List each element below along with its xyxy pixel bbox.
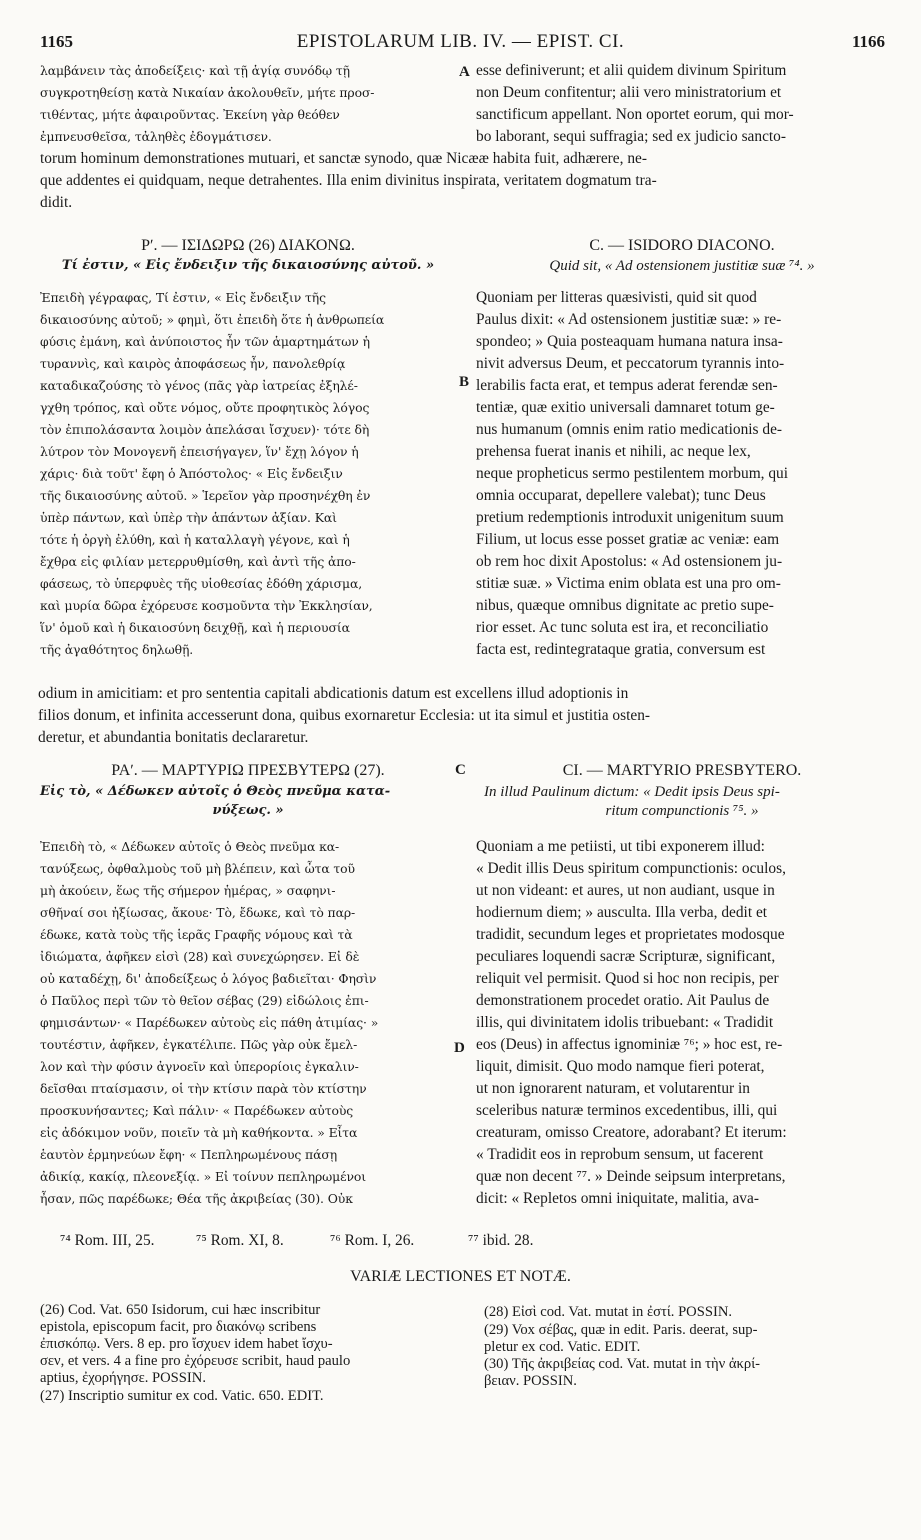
note-line: (28) Εἰσὶ cod. Vat. mutat in ἐστί. POSSIN. <box>484 1304 733 1320</box>
epistle-101-latin-title: CI. — MARTYRIO PRESBYTERO. <box>562 762 802 779</box>
left-page-number: 1165 <box>40 32 74 51</box>
note-line: (27) Inscriptio sumitur ex cod. Vatic. 650. EDIT. <box>40 1388 324 1404</box>
text-line: Quoniam a me petiisti, ut tibi exponerem illud: <box>476 838 765 855</box>
right-page-number: 1166 <box>851 32 885 51</box>
text-line: τυραννὶς, καὶ καιρὸς ἀποφάσεως ἦν, πανολεθρίᾳ <box>40 356 346 371</box>
text-line: γχθη τρόπος, καὶ οὔτε νόμος, οὔτε προφητικὸς λόγος <box>40 400 370 415</box>
epistle-101-latin-subtitle-line-1: In illud Paulinum dictum: « Dedit ipsis Deus spi- <box>484 784 780 800</box>
footnote-76: ⁷⁶ Rom. I, 26. <box>330 1232 415 1249</box>
text-line: odium in amicitiam: et pro sententia capitali abdicationis datum est excellens illud adoptionis in <box>38 685 629 702</box>
text-line: συγκροτηθείσῃ κατὰ Νικαίαν ἀκολουθεῖν, μήτε προσ- <box>40 85 375 100</box>
text-line: ἔχθρα εἰς φιλίαν μετερρυθμίσθη, καὶ ἀντὶ τῆς ἀπο- <box>40 554 356 569</box>
text-line: δικαιοσύνης αὐτοῦ; » φημὶ, ὅτι ἐπειδὴ ὅτε ἡ ἀνθρωπεία <box>40 312 385 327</box>
text-line: Filium, ut locus esse posset gratiæ ac veniæ: eam <box>476 531 780 548</box>
text-line: esse definiverunt; et alii quidem divinum Spiritum <box>476 62 787 79</box>
text-line: ut non videant: et aures, ut non audiant, usque in <box>476 882 775 899</box>
text-line: ἐμπνευσθεῖσα, τἀληθὲς ἐδογμάτισεν. <box>40 129 272 144</box>
text-line: que addentes ei quidquam, neque detrahentes. Illa enim divinitus inspirata, veritatem dogmatum tra- <box>40 172 657 189</box>
text-line: φύσις ἐμάνη, καὶ ἀνύποιστος ἦν τῶν ἁμαρτημάτων ἡ <box>40 334 370 349</box>
text-line: tentiæ, quæ exitio universali damnaret totum ge- <box>476 399 775 416</box>
note-line: σεν, et vers. 4 a fine pro ἐχόρευσε scribit, haud paulo <box>40 1353 351 1369</box>
text-line: spondeo; » Quia posteaquam humana natura insa- <box>476 333 783 350</box>
text-line: λύτρον τὸν Μονογενῆ ἐπεισήγαγεν, ἵν' ἔχῃ λόγον ἡ <box>40 444 359 459</box>
text-line: τὸν ἐπιπολάσαντα λοιμὸν ἀπελάσαι ἴσχυεν)· τότε δὴ <box>40 422 370 437</box>
footnote-74: ⁷⁴ Rom. III, 25. <box>60 1232 155 1249</box>
epistle-100-latin-title: C. — ISIDORO DIACONO. <box>589 237 775 254</box>
text-line: deretur, et abundantia bonitatis declararetur. <box>38 729 309 746</box>
notes-title: VARIÆ LECTIONES ET NOTÆ. <box>350 1268 571 1285</box>
margin-letter-b: B <box>459 374 470 390</box>
text-line: hodiernum diem; » ausculta. Illa verba, dedit et <box>476 904 768 921</box>
epistle-101-greek-subtitle-line-1: Εἰς τὸ, « Δέδωκεν αὐτοῖς ὁ Θεὸς πνεῦμα κατα- <box>40 784 391 799</box>
text-line: torum hominum demonstrationes mutuari, et sanctæ synodo, quæ Nicææ habita fuit, adhærere, ne- <box>40 150 647 167</box>
text-line: liquit, dimisit. Quo modo namque fieri poterat, <box>476 1058 765 1075</box>
text-line: οὐ καταδέχῃ, δι' ἀποδείξεως ὁ λόγος βαδιεῖται· Φησὶν <box>40 971 377 986</box>
text-line: ἰδιώματα, ἀφῆκεν εἰσὶ (28) καὶ συνεχώρησεν. Εἰ δὲ <box>40 949 360 964</box>
text-line: quæ non decent ⁷⁷. » Deinde seipsum interpretans, <box>476 1168 786 1185</box>
note-line: pletur ex cod. Vatic. EDIT. <box>484 1339 641 1355</box>
text-line: prehensa fuerat inanis et nihili, ac neque lex, <box>476 443 751 460</box>
text-line: rior esset. Ac tunc soluta est ira, et reconciliatio <box>476 619 769 636</box>
text-line: dicit: « Repletos omni iniquitate, malitia, ava- <box>476 1190 759 1207</box>
text-line: reliquit vel permisit. Quod si hoc non recipis, per <box>476 970 779 987</box>
note-line: epistola, episcopum facit, pro διακόνῳ scribens <box>40 1319 317 1335</box>
note-line: aptius, ἐχορήγησε. POSSIN. <box>40 1370 206 1386</box>
text-line: nus humanum (omnis enim ratio medicationis de- <box>476 421 783 438</box>
text-line: Paulus dixit: « Ad ostensionem justitiæ suæ: » re- <box>476 311 782 328</box>
running-title: EPISTOLARUM LIB. IV. — EPIST. CI. <box>296 31 625 52</box>
text-line: eos (Deus) in affectus ignominiæ ⁷⁶; » hoc est, re- <box>476 1036 783 1053</box>
text-line: φάσεως, τὸ ὑπερφυὲς τῆς υἱοθεσίας ἐδόθη χάρισμα, <box>40 576 363 591</box>
text-line: lerabilis facta erat, et tempus aderat ferendæ sen- <box>476 377 778 394</box>
footnote-75: ⁷⁵ Rom. XI, 8. <box>196 1232 284 1249</box>
text-line: μὴ ἀκούειν, ἕως τῆς σήμερον ἡμέρας, » σαφηνι- <box>40 883 336 898</box>
epistle-101-greek-subtitle-line-2: νύξεως. » <box>212 803 284 818</box>
text-line: τῆς δικαιοσύνης αὐτοῦ. » Ἱερεῖον γὰρ προσηνέχθη ἐν <box>40 488 371 503</box>
note-line: ἐπισκόπῳ. Vers. 8 ep. pro ἴσχυεν idem habet ἴσχυ- <box>40 1336 333 1352</box>
text-line: omnia occuparat, depellere valebat); tunc Deus <box>476 487 766 504</box>
epistle-101-latin-subtitle-line-2: ritum compunctionis ⁷⁵. » <box>605 803 759 819</box>
footnote-77: ⁷⁷ ibid. 28. <box>468 1232 534 1249</box>
note-line: (26) Cod. Vat. 650 Isidorum, cui hæc inscribitur <box>40 1302 321 1318</box>
text-line: stitiæ suæ. » Victima enim oblata est una pro om- <box>476 575 781 592</box>
text-line: τότε ἡ ὀργὴ ἐλύθη, καὶ ἡ καταλλαγὴ γέγονε, καὶ ἡ <box>40 532 350 547</box>
text-line: creaturam, omisso Creatore, adorabant? Et iterum: <box>476 1124 787 1141</box>
text-line: tradidit, secundum leges et proprietates modosque <box>476 926 785 943</box>
text-line: τῆς ἀγαθότητος δηλωθῇ. <box>40 642 194 657</box>
text-line: filios donum, et infinita accesserunt dona, quibus exornaretur Ecclesia: ut ita simul et justitia osten- <box>38 707 651 724</box>
text-line: Ἐπειδὴ γέγραφας, Τί ἐστιν, « Εἰς ἔνδειξιν τῆς <box>40 290 326 305</box>
text-line: καταδικαζούσης τὸ γένος (πᾶς γὰρ ἰατρείας ἐξηλέ- <box>40 378 358 393</box>
margin-letter-d: D <box>454 1040 465 1056</box>
text-line: illis, qui divinitatem idolis tribuebant: « Tradidit <box>476 1014 774 1031</box>
text-line: λον καὶ τὴν φύσιν ἀγνοεῖν καὶ ὑπερορίοις ἐγκαλιν- <box>40 1059 359 1074</box>
text-line: sceleribus naturæ terminos excedentibus, illi, qui <box>476 1102 778 1119</box>
text-line: ὁ Παῦλος περὶ τῶν τὸ θεῖον σέβας (29) εἰδώλοις ἐπι- <box>40 993 369 1008</box>
text-line: ἦσαν, πῶς παρέδωκε; Θέα τῆς ἀκριβείας (30). Οὐκ <box>40 1191 353 1206</box>
text-line: Ἐπειδὴ τὸ, « Δέδωκεν αὐτοῖς ὁ Θεὸς πνεῦμα κα- <box>40 839 340 854</box>
note-line: (29) Vox σέβας, quæ in edit. Paris. deerat, sup- <box>484 1322 758 1338</box>
text-line: λαμβάνειν τὰς ἀποδείξεις· καὶ τῇ ἁγίᾳ συνόδῳ τῇ <box>40 63 350 78</box>
epistle-100-greek-subtitle: Τί ἐστιν, « Εἰς ἔνδειξιν τῆς δικαιοσύνης αὐτοῦ. » <box>61 258 435 273</box>
margin-letter-c: C <box>455 762 466 778</box>
text-line: didit. <box>40 194 73 211</box>
text-line: ὑπὲρ πάντων, καὶ ὑπὲρ τὴν ἁπάντων ἀξίαν. Καὶ <box>40 510 337 525</box>
text-line: facta est, redintegrataque gratia, conversum est <box>476 641 766 658</box>
text-line: « Tradidit eos in reprobum sensum, ut facerent <box>476 1146 764 1163</box>
text-line: nibus, quæque omnibus dignitate ac pretio supe- <box>476 597 774 614</box>
text-line: δεῖσθαι πταίσμασιν, οἱ τὴν κτίσιν παρὰ τὸν κτίστην <box>40 1081 367 1096</box>
text-line: εἰς ἀδόκιμον νοῦν, ποιεῖν τὰ μὴ καθήκοντα. » Εἶτα <box>40 1125 358 1140</box>
text-line: έδωκε, κατὰ τοὺς τῆς ἱερᾶς Γραφῆς νόμους καὶ τὰ <box>40 927 353 942</box>
text-line: ἑαυτὸν ἑρμηνεύων ἔφη· « Πεπληρωμένους πάσῃ <box>40 1147 338 1162</box>
note-line: (30) Τῆς ἀκριβείας cod. Vat. mutat in τὴν ἀκρί- <box>484 1356 760 1372</box>
text-line: φημισάντων· « Παρέδωκεν αὐτοὺς εἰς πάθη ἀτιμίας· » <box>40 1015 379 1030</box>
text-line: τιθέντας, μήτε ἀφαιροῦντας. Ἐκείνη γὰρ θεόθεν <box>40 107 340 122</box>
text-line: demonstrationem procedet oratio. Ait Paulus de <box>476 992 770 1009</box>
text-line: χάρις· διὰ τοῦτ' ἔφη ὁ Ἀπόστολος· « Εἰς ἔνδειξιν <box>40 466 343 481</box>
text-line: bo laborant, sequi suffragia; sed ex judicio sancto- <box>476 128 787 145</box>
text-line: τανύξεως, ὀφθαλμοὺς τοῦ μὴ βλέπειν, καὶ ὦτα τοῦ <box>40 861 355 876</box>
text-line: ἵν' ὁμοῦ καὶ ἡ δικαιοσύνη δειχθῇ, καὶ ἡ περιουσία <box>40 620 350 635</box>
text-line: « Dedit illis Deus spiritum compunctionis: oculos, <box>476 860 786 877</box>
text-line: ἀδικίᾳ, κακίᾳ, πλεονεξίᾳ. » Εἰ τοίνυν πεπληρωμένοι <box>40 1169 367 1184</box>
text-line: pretium redemptionis introduxit unigenitum suum <box>476 509 784 526</box>
epistle-100-greek-title: Ρʹ. — ΙΣΙΔΩΡΩ (26) ΔΙΑΚΟΝΩ. <box>141 237 355 254</box>
text-line: nivit adversus Deum, et peccatorum tyrannis into- <box>476 355 785 372</box>
epistle-100-latin-subtitle: Quid sit, « Ad ostensionem justitiæ suæ ⁷⁴. » <box>549 258 815 274</box>
text-line: σθῆναί σοι ἠξίωσας, ἄκουε· Τὸ, ἔδωκε, καὶ τὸ παρ- <box>40 905 356 920</box>
text-line: Quoniam per litteras quæsivisti, quid sit quod <box>476 289 757 306</box>
text-line: peculiares loquendi sacræ Scripturæ, significant, <box>476 948 776 965</box>
margin-letter-a: A <box>459 64 470 80</box>
text-line: neque propheticus sermo pestilentem morbum, qui <box>476 465 789 482</box>
text-line: ut non ignorarent naturam, et volutarentur in <box>476 1080 750 1097</box>
epistle-101-greek-title: ΡΑʹ. — ΜΑΡΤΥΡΙΩ ΠΡΕΣΒΥΤΕΡΩ (27). <box>111 762 385 779</box>
text-line: sanctificum appellant. Non oportet eorum, qui mor- <box>476 106 794 123</box>
text-line: non Deum confitentur; alii vero ministratorium et <box>476 84 782 101</box>
text-line: ob rem hoc dixit Apostolus: « Ad ostensionem ju- <box>476 553 783 570</box>
text-line: καὶ μυρία δῶρα ἐχόρευσε κοσμοῦντα τὴν Ἐκκλησίαν, <box>40 598 373 613</box>
text-line: προσκυνήσαντες; Καὶ πάλιν· « Παρέδωκεν αὐτοὺς <box>40 1103 354 1118</box>
text-line: τουτέστιν, ἀφῆκεν, ἐγκατέλιπε. Πῶς γὰρ οὐκ ἔμελ- <box>40 1037 358 1052</box>
note-line: βειαν. POSSIN. <box>484 1373 577 1389</box>
